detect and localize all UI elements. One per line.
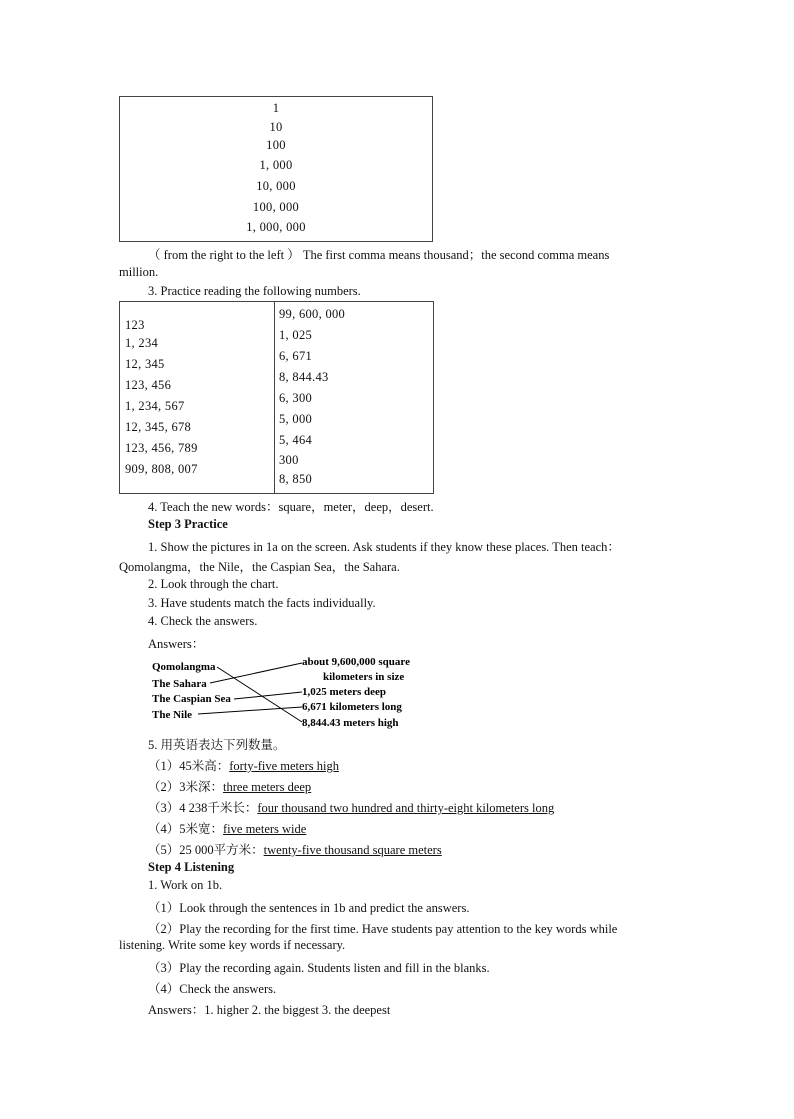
listening-1-2-cont: listening. Write some key words if necessary. — [119, 938, 346, 952]
item-4: 4. Teach the new words：square，meter，deep，desert. — [148, 500, 434, 514]
place-value-1: 1 — [272, 101, 280, 115]
listening-1: 1. Work on 1b. — [148, 878, 223, 892]
match-right-deep: 1,025 meters deep — [302, 686, 387, 698]
exercise-prompt: （2）3米深： — [148, 780, 224, 794]
table-cell: 1, 234, 567 — [125, 399, 185, 413]
table-cell: 123, 456, 789 — [125, 441, 198, 455]
place-value-10000: 10, 000 — [256, 179, 296, 193]
exercise-answer: four thousand two hundred and thirty-eight kilometers long — [257, 801, 555, 815]
practice-3: 3. Have students match the facts individually. — [148, 596, 376, 610]
practice-2: 2. Look through the chart. — [148, 577, 279, 591]
item-3: 3. Practice reading the following numbers. — [148, 284, 361, 298]
exercise-prompt: （5）25 000平方米： — [148, 843, 264, 857]
listening-1-3: （3）Play the recording again. Students listen and fill in the blanks. — [148, 961, 490, 975]
table-cell: 6, 300 — [279, 391, 313, 405]
table-cell: 300 — [279, 453, 299, 467]
place-value-box — [119, 96, 433, 242]
table-divider — [274, 302, 275, 493]
comma-note-cont: million. — [119, 265, 159, 279]
match-left-sahara: The Sahara — [152, 678, 207, 690]
table-cell: 5, 464 — [279, 433, 313, 447]
step-4-heading: Step 4 Listening — [148, 860, 235, 874]
listening-1-1: （1）Look through the sentences in 1b and predict the answers. — [148, 901, 470, 915]
matching-diagram — [148, 651, 438, 731]
comma-note: （ from the right to the left ） The first comma means thousand；the second comma means — [148, 248, 610, 262]
place-value-1000000: 1, 000, 000 — [246, 220, 306, 234]
exercise-1 — [148, 756, 339, 774]
table-cell: 8, 850 — [279, 472, 313, 486]
place-value-1000: 1, 000 — [259, 158, 293, 172]
exercise-3 — [148, 798, 554, 816]
table-cell: 12, 345 — [125, 357, 165, 371]
table-cell: 1, 025 — [279, 328, 313, 342]
exercise-answer: five meters wide — [223, 822, 307, 836]
answers-label: Answers： — [148, 637, 205, 651]
exercise-2 — [148, 777, 311, 795]
match-right-long: 6,671 kilometers long — [302, 701, 402, 713]
table-cell: 909, 808, 007 — [125, 462, 198, 476]
exercise-prompt: （1）45米高： — [148, 759, 230, 773]
step-3-heading: Step 3 Practice — [148, 517, 228, 531]
match-right-high: 8,844.43 meters high — [302, 717, 399, 729]
practice-1: 1. Show the pictures in 1a on the screen. Ask students if they know these places. Then teach： — [148, 540, 620, 554]
numbers-table — [119, 301, 434, 494]
table-cell: 99, 600, 000 — [279, 307, 346, 321]
item-5: 5. 用英语表达下列数量。 — [148, 738, 286, 752]
exercise-5 — [148, 840, 442, 858]
place-value-10: 10 — [269, 120, 283, 134]
final-answers: Answers：1. higher 2. the biggest 3. the deepest — [148, 1003, 391, 1017]
table-cell: 5, 000 — [279, 412, 313, 426]
exercise-prompt: （4）5米宽： — [148, 822, 224, 836]
exercise-prompt: （3）4 238千米长： — [148, 801, 258, 815]
table-cell: 123 — [125, 318, 145, 332]
match-left-nile: The Nile — [152, 709, 193, 721]
listening-1-4: （4）Check the answers. — [148, 982, 277, 996]
match-line-nile — [198, 707, 302, 714]
match-line-sahara — [210, 663, 302, 683]
place-value-100: 100 — [266, 138, 286, 152]
table-cell: 1, 234 — [125, 336, 159, 350]
practice-1-cont: Qomolangma，the Nile，the Caspian Sea，the Sahara. — [119, 560, 400, 574]
match-right-size-cont: kilometers in size — [323, 671, 405, 683]
exercise-answer: three meters deep — [223, 780, 312, 794]
table-cell: 123, 456 — [125, 378, 172, 392]
exercise-answer: twenty-five thousand square meters — [263, 843, 442, 857]
match-line-caspian — [234, 692, 302, 699]
match-left-caspian: The Caspian Sea — [152, 693, 231, 705]
match-left-qomolangma: Qomolangma — [152, 661, 216, 673]
listening-1-2: （2）Play the recording for the first time. Have students pay attention to the key words while — [148, 922, 618, 936]
match-right-size: about 9,600,000 square — [302, 656, 410, 668]
place-value-100000: 100, 000 — [252, 200, 300, 214]
exercise-4 — [148, 819, 306, 837]
exercise-answer: forty-five meters high — [229, 759, 339, 773]
table-cell: 12, 345, 678 — [125, 420, 192, 434]
table-cell: 8, 844.43 — [279, 370, 329, 384]
table-cell: 6, 671 — [279, 349, 313, 363]
practice-4: 4. Check the answers. — [148, 614, 258, 628]
